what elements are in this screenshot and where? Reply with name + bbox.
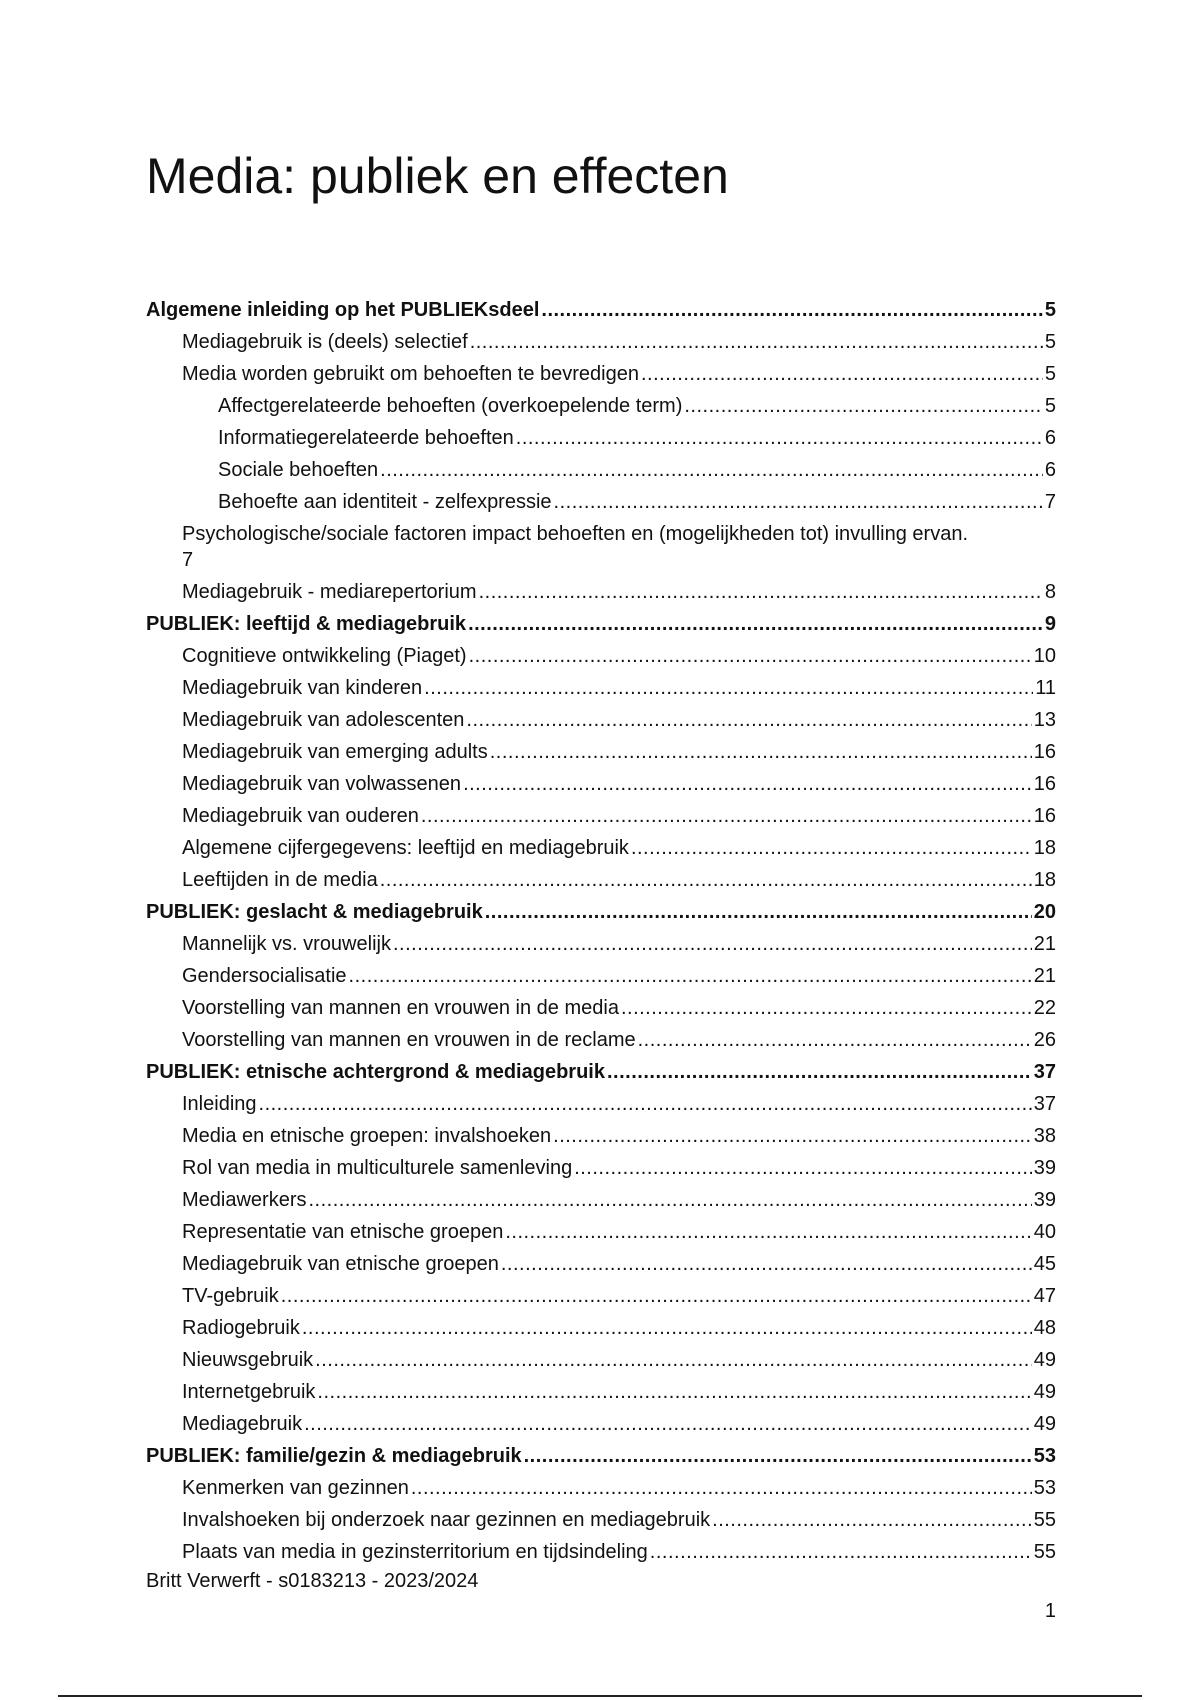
toc-section-entry[interactable]: [146, 1248, 1056, 1280]
toc-entry-title: Mediagebruik van kinderen: [182, 677, 423, 699]
toc-entry-title: PUBLIEK: familie/gezin & mediagebruik: [146, 1445, 522, 1467]
toc-entry-page: 16: [1033, 741, 1056, 763]
toc-dot-leader: [468, 608, 1043, 640]
toc-dot-leader: [574, 1152, 1032, 1184]
toc-entry-title: Mediagebruik van emerging adults: [182, 741, 488, 763]
toc-entry-title: Mannelijk vs. vrouwelijk: [182, 933, 391, 955]
toc-section-entry[interactable]: [146, 864, 1056, 896]
toc-entry-page: 53: [1033, 1445, 1056, 1467]
toc-dot-leader: [516, 422, 1043, 454]
toc-entry-title: Affectgerelateerde behoeften (overkoepelende term): [218, 395, 683, 417]
toc-entry-title: Mediagebruik - mediarepertorium: [182, 581, 477, 603]
toc-dot-leader: [380, 864, 1032, 896]
toc-dot-leader: [470, 326, 1043, 358]
toc-chapter-entry[interactable]: [146, 608, 1056, 640]
toc-section-entry[interactable]: [146, 672, 1056, 704]
toc-entry-page: 55: [1033, 1509, 1056, 1531]
toc-entry-page: 18: [1033, 837, 1056, 859]
toc-entry-title: Informatiegerelateerde behoeften: [218, 427, 514, 449]
toc-section-entry[interactable]: [146, 1024, 1056, 1056]
toc-entry-title: Psychologische/sociale factoren impact behoeften en (mogelijkheden tot) invulling ervan.: [182, 523, 969, 545]
toc-entry-page: 39: [1033, 1157, 1056, 1179]
toc-section-entry[interactable]: [146, 800, 1056, 832]
toc-entry-page: 37: [1033, 1061, 1056, 1083]
toc-entry-title: Representatie van etnische groepen: [182, 1221, 504, 1243]
toc-dot-leader: [479, 576, 1043, 608]
toc-chapter-entry[interactable]: [146, 1440, 1056, 1472]
toc-dot-leader: [349, 960, 1032, 992]
toc-entry-page: 16: [1033, 805, 1056, 827]
toc-entry-title: Algemene cijfergegevens: leeftijd en mediagebruik: [182, 837, 629, 859]
toc-section-entry[interactable]: [146, 1472, 1056, 1504]
toc-entry-title: Gendersocialisatie: [182, 965, 347, 987]
toc-entry-page: 5: [1044, 363, 1056, 385]
toc-entry-title: PUBLIEK: leeftijd & mediagebruik: [146, 613, 467, 635]
toc-section-entry[interactable]: [146, 422, 1056, 454]
toc-entry-title: Mediawerkers: [182, 1189, 307, 1211]
table-of-contents: [146, 294, 1056, 1568]
toc-dot-leader: [641, 358, 1043, 390]
toc-section-entry[interactable]: [146, 1152, 1056, 1184]
toc-dot-leader: [421, 800, 1032, 832]
toc-dot-leader: [315, 1344, 1032, 1376]
toc-entry-page: 5: [1044, 299, 1056, 321]
toc-entry-page: 6: [1044, 427, 1056, 449]
toc-entry-title: Media en etnische groepen: invalshoeken: [182, 1125, 552, 1147]
toc-entry-title: Nieuwsgebruik: [182, 1349, 314, 1371]
toc-entry-title: Cognitieve ontwikkeling (Piaget): [182, 645, 467, 667]
toc-section-entry[interactable]: [146, 832, 1056, 864]
toc-entry-page: 38: [1033, 1125, 1056, 1147]
toc-dot-leader: [490, 736, 1032, 768]
toc-section-entry[interactable]: [146, 1312, 1056, 1344]
toc-entry-page: 40: [1033, 1221, 1056, 1243]
toc-entry-page: 21: [1033, 933, 1056, 955]
toc-dot-leader: [411, 1472, 1032, 1504]
toc-entry-title: PUBLIEK: etnische achtergrond & mediagebruik: [146, 1061, 605, 1083]
page-bottom-rule: [58, 1695, 1142, 1697]
toc-entry-page: 22: [1033, 997, 1056, 1019]
toc-section-entry[interactable]: [146, 486, 1056, 518]
toc-dot-leader: [466, 704, 1031, 736]
toc-dot-leader: [463, 768, 1032, 800]
toc-section-entry[interactable]: [146, 1504, 1056, 1536]
toc-entry-page: 5: [1044, 331, 1056, 353]
toc-entry-title: Mediagebruik van adolescenten: [182, 709, 465, 731]
toc-dot-leader: [393, 928, 1032, 960]
toc-entry-title: Voorstelling van mannen en vrouwen in de reclame: [182, 1029, 636, 1051]
toc-dot-leader: [712, 1504, 1032, 1536]
toc-entry-page: 39: [1033, 1189, 1056, 1211]
toc-entry-title: Plaats van media in gezinsterritorium en tijdsindeling: [182, 1541, 648, 1563]
toc-entry-page: 20: [1033, 901, 1056, 923]
toc-entry-page: 55: [1033, 1541, 1056, 1563]
toc-entry-title: PUBLIEK: geslacht & mediagebruik: [146, 901, 483, 923]
toc-section-entry[interactable]: [146, 518, 1056, 576]
toc-entry-page: 7: [1044, 491, 1056, 513]
toc-section-entry[interactable]: [146, 1088, 1056, 1120]
toc-dot-leader: [650, 1536, 1032, 1568]
toc-section-entry[interactable]: [146, 1408, 1056, 1440]
toc-entry-page: 18: [1033, 869, 1056, 891]
toc-entry-title: Internetgebruik: [182, 1381, 316, 1403]
toc-entry-page: 5: [1044, 395, 1056, 417]
toc-entry-title: Mediagebruik van etnische groepen: [182, 1253, 499, 1275]
toc-entry-title: Algemene inleiding op het PUBLIEKsdeel: [146, 299, 540, 321]
toc-dot-leader: [501, 1248, 1032, 1280]
toc-dot-leader: [259, 1088, 1032, 1120]
toc-dot-leader: [638, 1024, 1032, 1056]
toc-entry-page: 10: [1033, 645, 1056, 667]
toc-section-entry[interactable]: [146, 960, 1056, 992]
toc-dot-leader: [469, 640, 1032, 672]
toc-dot-leader: [317, 1376, 1031, 1408]
toc-entry-page: 13: [1033, 709, 1056, 731]
toc-entry-title: TV-gebruik: [182, 1285, 279, 1307]
toc-dot-leader: [304, 1408, 1032, 1440]
toc-entry-title: Mediagebruik van volwassenen: [182, 773, 462, 795]
toc-entry-page: 45: [1033, 1253, 1056, 1275]
toc-dot-leader: [524, 1440, 1032, 1472]
toc-entry-page: 16: [1033, 773, 1056, 795]
toc-entry-title: Media worden gebruikt om behoeften te bevredigen: [182, 363, 639, 385]
toc-chapter-entry[interactable]: [146, 1056, 1056, 1088]
toc-section-entry[interactable]: [146, 992, 1056, 1024]
toc-section-entry[interactable]: [146, 1184, 1056, 1216]
toc-entry-page: 6: [1044, 459, 1056, 481]
toc-entry-page: 49: [1033, 1413, 1056, 1435]
toc-dot-leader: [302, 1312, 1032, 1344]
toc-entry-title: Leeftijden in de media: [182, 869, 378, 891]
toc-dot-leader: [424, 672, 1033, 704]
toc-entry-page: 21: [1033, 965, 1056, 987]
toc-chapter-entry[interactable]: [146, 896, 1056, 928]
toc-entry-page: 26: [1033, 1029, 1056, 1051]
toc-section-entry[interactable]: [146, 1536, 1056, 1568]
toc-entry-title: Behoefte aan identiteit - zelfexpressie: [218, 491, 552, 513]
toc-section-entry[interactable]: [146, 576, 1056, 608]
toc-dot-leader: [505, 1216, 1031, 1248]
toc-dot-leader: [553, 1120, 1032, 1152]
toc-entry-title: Kenmerken van gezinnen: [182, 1477, 409, 1499]
toc-entry-page: 9: [1044, 613, 1056, 635]
toc-entry-page: 48: [1033, 1317, 1056, 1339]
toc-dot-leader: [621, 992, 1032, 1024]
toc-dot-leader: [607, 1056, 1032, 1088]
toc-entry-title: Sociale behoeften: [218, 459, 379, 481]
toc-section-entry[interactable]: [146, 1216, 1056, 1248]
toc-section-entry[interactable]: [146, 358, 1056, 390]
toc-entry-page: 53: [1033, 1477, 1056, 1499]
toc-entry-title: Mediagebruik van ouderen: [182, 805, 419, 827]
toc-entry-page: 47: [1033, 1285, 1056, 1307]
toc-dot-leader: [631, 832, 1032, 864]
toc-section-entry[interactable]: [146, 1344, 1056, 1376]
toc-dot-leader: [554, 486, 1043, 518]
toc-section-entry[interactable]: [146, 736, 1056, 768]
toc-entry-title: Mediagebruik is (deels) selectief: [182, 331, 468, 353]
toc-section-entry[interactable]: [146, 928, 1056, 960]
toc-entry-page: 37: [1033, 1093, 1056, 1115]
toc-entry-title: Rol van media in multiculturele samenleving: [182, 1157, 573, 1179]
toc-section-entry[interactable]: [146, 1120, 1056, 1152]
toc-section-entry[interactable]: [146, 768, 1056, 800]
toc-chapter-entry[interactable]: [146, 294, 1056, 326]
toc-entry-page: 7: [182, 549, 194, 571]
toc-section-entry[interactable]: [146, 326, 1056, 358]
toc-section-entry[interactable]: [146, 640, 1056, 672]
toc-entry-page: 11: [1035, 677, 1056, 699]
document-title: Media: publiek en effecten: [146, 148, 729, 204]
toc-entry-page: 8: [1044, 581, 1056, 603]
toc-entry-page: 49: [1033, 1349, 1056, 1371]
toc-dot-leader: [281, 1280, 1032, 1312]
toc-dot-leader: [684, 390, 1043, 422]
toc-entry-title: Voorstelling van mannen en vrouwen in de media: [182, 997, 619, 1019]
toc-entry-page: 49: [1033, 1381, 1056, 1403]
toc-section-entry[interactable]: [146, 1280, 1056, 1312]
toc-section-entry[interactable]: [146, 704, 1056, 736]
toc-dot-leader: [485, 896, 1032, 928]
toc-dot-leader: [541, 294, 1042, 326]
footer-author: Britt Verwerft - s0183213 - 2023/2024: [146, 1570, 479, 1592]
toc-dot-leader: [380, 454, 1043, 486]
toc-entry-title: Invalshoeken bij onderzoek naar gezinnen en mediagebruik: [182, 1509, 711, 1531]
toc-section-entry[interactable]: [146, 1376, 1056, 1408]
toc-dot-leader: [308, 1184, 1031, 1216]
toc-entry-title: Radiogebruik: [182, 1317, 300, 1339]
toc-entry-title: Inleiding: [182, 1093, 257, 1115]
page-number: 1: [1044, 1600, 1056, 1622]
toc-section-entry[interactable]: [146, 454, 1056, 486]
toc-section-entry[interactable]: [146, 390, 1056, 422]
toc-entry-title: Mediagebruik: [182, 1413, 303, 1435]
